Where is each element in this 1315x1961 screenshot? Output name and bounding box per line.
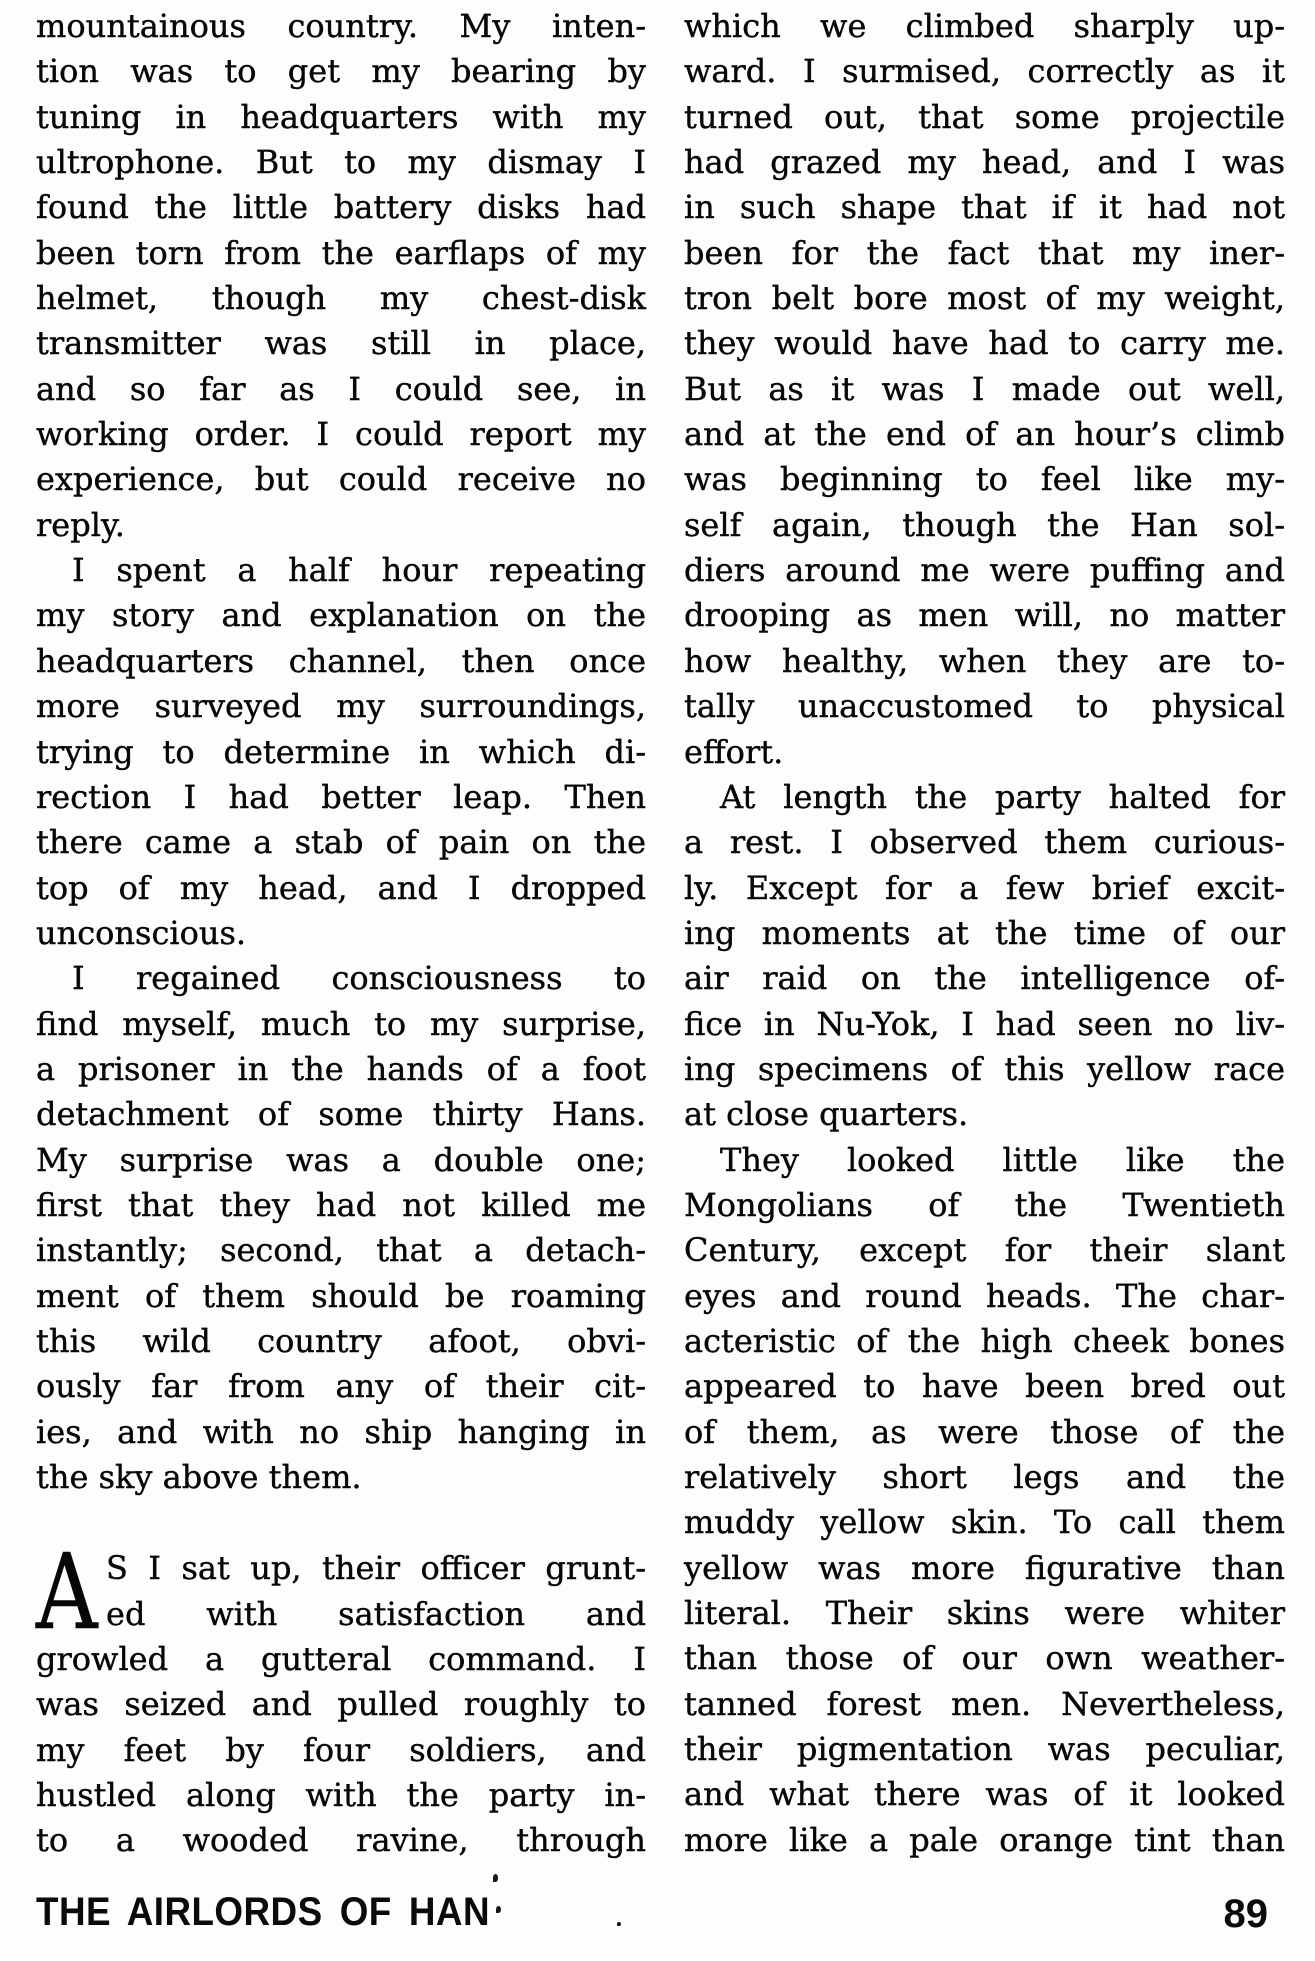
- text-line: Century, except for their slant: [684, 1231, 1285, 1270]
- text-line: ed with satisfaction and: [106, 1594, 646, 1633]
- text-line: hustled along with the party in-: [36, 1776, 646, 1815]
- text-line: My surprise was a double one;: [36, 1140, 646, 1179]
- text-line: and at the end of an hour’s climb: [684, 415, 1285, 454]
- text-column-right: [684, 4, 1285, 1863]
- text-line: muddy yellow skin. To call them: [684, 1503, 1285, 1542]
- text-line: ing specimens of this yellow race: [684, 1049, 1285, 1088]
- paragraph: [36, 1531, 646, 1863]
- text-line: more like a pale orange tint than: [684, 1820, 1285, 1859]
- text-line: their pigmentation was peculiar,: [684, 1730, 1285, 1769]
- text-line: to a wooded ravine, through: [36, 1821, 646, 1860]
- text-line: ously far from any of their cit-: [36, 1367, 646, 1406]
- text-line: diers around me were puffing and: [684, 551, 1285, 590]
- paragraph: [36, 548, 646, 956]
- text-line: a prisoner in the hands of a foot: [36, 1049, 646, 1088]
- text-line: they would have had to carry me.: [684, 324, 1285, 363]
- text-line: found the little battery disks had: [36, 188, 646, 227]
- drop-cap-letter: A: [36, 1531, 98, 1654]
- text-line: ly. Except for a few brief excit-: [684, 868, 1285, 907]
- text-line: my feet by four soldiers, and: [36, 1730, 646, 1769]
- text-line: the sky above them.: [36, 1458, 362, 1496]
- text-line: turned out, that some projectile: [684, 97, 1285, 136]
- text-line: had grazed my head, and I was: [684, 143, 1285, 182]
- text-line: been torn from the earflaps of my: [36, 233, 646, 272]
- ink-speck: [496, 1906, 501, 1913]
- text-line: drooping as men will, no matter: [684, 596, 1285, 635]
- text-line: experience, but could receive no: [36, 460, 646, 499]
- text-line: But as it was I made out well,: [684, 369, 1285, 408]
- text-line: transmitter was still in place,: [36, 324, 646, 363]
- text-line: how healthy, when they are to-: [684, 641, 1285, 680]
- paragraph: [36, 956, 646, 1500]
- text-line: literal. Their skins were whiter: [684, 1594, 1285, 1633]
- text-line: in such shape that if it had not: [684, 188, 1285, 227]
- text-line: unconscious.: [36, 913, 247, 952]
- text-line: tanned forest men. Nevertheless,: [684, 1684, 1285, 1723]
- page-footer: [36, 1890, 1268, 1934]
- text-line: effort.: [684, 732, 784, 771]
- text-line: They looked little like the: [720, 1140, 1285, 1179]
- text-line: than those of our own weather-: [684, 1639, 1285, 1678]
- text-line: headquarters channel, then once: [36, 641, 646, 680]
- text-line: first that they had not killed me: [36, 1185, 646, 1224]
- text-line: tuning in headquarters with my: [36, 97, 646, 136]
- text-line: fice in Nu-Yok, I had seen no liv-: [684, 1004, 1285, 1043]
- text-line: yellow was more figurative than: [684, 1548, 1285, 1587]
- text-line: relatively short legs and the: [684, 1458, 1285, 1496]
- text-line: detachment of some thirty Hans.: [36, 1095, 646, 1134]
- paragraph: [684, 4, 1285, 775]
- paragraph: [684, 1138, 1285, 1864]
- text-line: tion was to get my bearing by: [36, 52, 646, 91]
- text-line: more surveyed my surroundings,: [36, 687, 646, 726]
- text-line: eyes and round heads. The char-: [684, 1276, 1285, 1315]
- text-line: mountainous country. My inten-: [36, 7, 646, 45]
- paragraph: [36, 4, 646, 548]
- ink-speck: [617, 1922, 621, 1926]
- text-line: top of my head, and I dropped: [36, 868, 646, 907]
- ink-speck: [493, 1874, 498, 1882]
- text-line: working order. I could report my: [36, 415, 646, 454]
- text-line: tron belt bore most of my weight,: [684, 279, 1285, 318]
- text-line: S I sat up, their officer grunt-: [106, 1549, 646, 1588]
- text-line: reply.: [36, 505, 125, 544]
- text-line: find myself, much to my surprise,: [36, 1004, 646, 1043]
- text-line: ment of them should be roaming: [36, 1276, 646, 1315]
- text-line: there came a stab of pain on the: [36, 823, 646, 862]
- text-line: and so far as I could see, in: [36, 369, 646, 408]
- page-number: 89: [1223, 1892, 1268, 1936]
- text-line: was seized and pulled roughly to: [36, 1685, 646, 1724]
- text-line: of them, as were those of the: [684, 1412, 1285, 1451]
- text-line: self again, though the Han sol-: [684, 505, 1285, 544]
- text-line: I regained consciousness to: [72, 959, 646, 998]
- text-line: this wild country afoot, obvi-: [36, 1321, 646, 1360]
- running-title: THE AIRLORDS OF HAN: [36, 1890, 490, 1934]
- text-line: been for the fact that my iner-: [684, 233, 1285, 272]
- text-line: appeared to have been bred out: [684, 1367, 1285, 1406]
- paragraph: [684, 775, 1285, 1138]
- text-column-left: [36, 4, 646, 1864]
- text-line: rection I had better leap. Then: [36, 777, 646, 816]
- text-line: growled a gutteral command. I: [36, 1640, 646, 1679]
- text-line: At length the party halted for: [720, 777, 1285, 816]
- text-line: my story and explanation on the: [36, 596, 646, 635]
- text-line: Mongolians of the Twentieth: [684, 1185, 1285, 1224]
- text-line: ing moments at the time of our: [684, 913, 1285, 952]
- text-line: instantly; second, that a detach-: [36, 1231, 646, 1270]
- text-line: was beginning to feel like my-: [684, 460, 1285, 499]
- text-line: at close quarters.: [684, 1095, 969, 1134]
- text-line: a rest. I observed them curious-: [684, 823, 1285, 862]
- text-line: and what there was of it looked: [684, 1775, 1285, 1814]
- text-line: I spent a half hour repeating: [72, 551, 646, 590]
- text-line: trying to determine in which di-: [36, 732, 646, 771]
- text-line: ies, and with no ship hanging in: [36, 1412, 646, 1451]
- text-line: tally unaccustomed to physical: [684, 687, 1285, 726]
- text-line: air raid on the intelligence of-: [684, 959, 1285, 998]
- text-line: ultrophone. But to my dismay I: [36, 143, 646, 182]
- text-line: helmet, though my chest-disk: [36, 279, 646, 318]
- text-line: ward. I surmised, correctly as it: [684, 52, 1285, 91]
- text-line: acteristic of the high cheek bones: [684, 1321, 1285, 1360]
- text-line: which we climbed sharply up-: [684, 7, 1285, 45]
